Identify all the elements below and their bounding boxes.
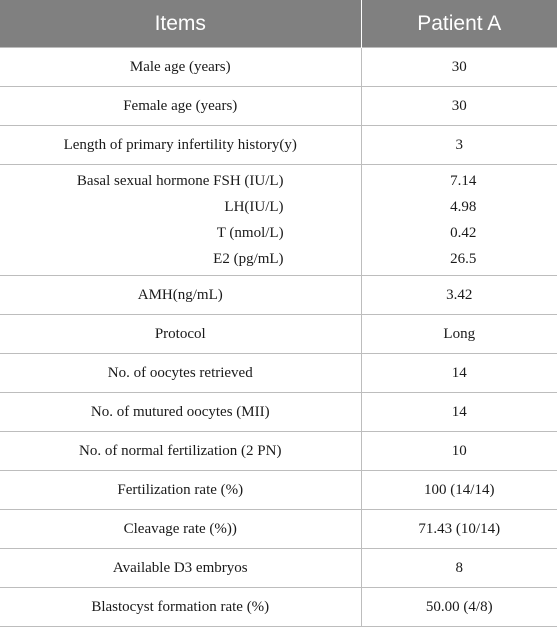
table-row (0, 87, 557, 126)
hormone-label-t: T (nmol/L) (216, 225, 284, 241)
row-value-normal-fertilization: 10 (361, 432, 557, 471)
row-value-female-age: 30 (361, 87, 557, 126)
row-label-d3-embryos: Available D3 embryos (0, 549, 361, 588)
row-label-blastocyst-rate: Blastocyst formation rate (%) (0, 588, 361, 627)
hormone-value-fsh: 7.14 (450, 173, 477, 189)
row-label-male-age: Male age (years) (0, 48, 361, 87)
row-value-amh: 3.42 (361, 276, 557, 315)
table-row (0, 315, 557, 354)
table-row (0, 471, 557, 510)
row-value-male-age: 30 (361, 48, 557, 87)
row-label-normal-fertilization: No. of normal fertilization (2 PN) (0, 432, 361, 471)
hormone-value-t: 0.42 (450, 225, 477, 241)
hormone-label-e2: E2 (pg/mL) (213, 251, 284, 267)
row-value-infertility-history: 3 (361, 126, 557, 165)
table-row (0, 393, 557, 432)
hormone-label-list (77, 168, 284, 272)
row-label-fertilization-rate: Fertilization rate (%) (0, 471, 361, 510)
row-value-fertilization-rate: 100 (14/14) (361, 471, 557, 510)
hormone-value-lh: 4.98 (450, 199, 477, 215)
row-value-cleavage-rate: 71.43 (10/14) (361, 510, 557, 549)
row-value-hormones (361, 165, 557, 276)
row-label-hormones (0, 165, 361, 276)
hormone-value-list (450, 168, 476, 272)
header-items: Items (0, 0, 361, 48)
table-row-hormones (0, 165, 557, 276)
row-label-mutured-oocytes: No. of mutured oocytes (MII) (0, 393, 361, 432)
row-label-oocytes-retrieved: No. of oocytes retrieved (0, 354, 361, 393)
header-patient-a: Patient A (361, 0, 557, 48)
row-value-mutured-oocytes: 14 (361, 393, 557, 432)
row-value-d3-embryos: 8 (361, 549, 557, 588)
hormone-value-e2: 26.5 (450, 251, 477, 267)
hormone-label-fsh: Basal sexual hormone FSH (IU/L) (76, 173, 284, 189)
row-value-protocol: Long (361, 315, 557, 354)
row-value-oocytes-retrieved: 14 (361, 354, 557, 393)
table-row (0, 48, 557, 87)
table-row (0, 354, 557, 393)
table-header-row (0, 0, 557, 48)
table-row (0, 276, 557, 315)
hormone-label-lh: LH(IU/L) (224, 199, 284, 215)
row-label-amh: AMH(ng/mL) (0, 276, 361, 315)
table-row (0, 510, 557, 549)
table-row (0, 549, 557, 588)
table-row (0, 588, 557, 627)
row-label-infertility-history: Length of primary infertility history(y) (0, 126, 361, 165)
row-label-protocol: Protocol (0, 315, 361, 354)
row-label-female-age: Female age (years) (0, 87, 361, 126)
row-value-blastocyst-rate: 50.00 (4/8) (361, 588, 557, 627)
row-label-cleavage-rate: Cleavage rate (%)) (0, 510, 361, 549)
table-row (0, 126, 557, 165)
table-row (0, 432, 557, 471)
